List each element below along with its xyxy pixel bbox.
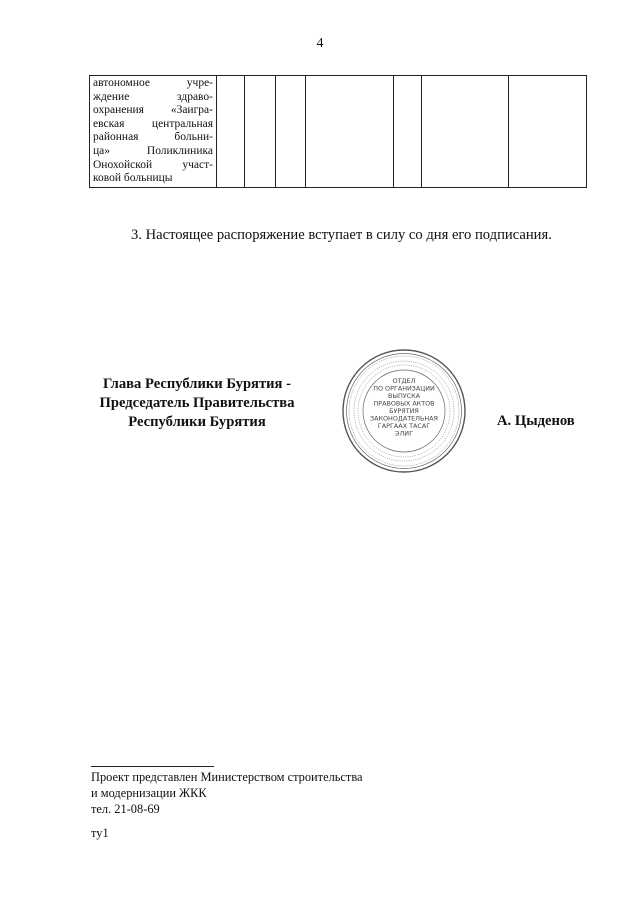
continuation-table [89, 75, 587, 188]
org-line: районная больни- [93, 131, 213, 144]
official-seal [340, 347, 468, 475]
empty-cell [245, 76, 276, 188]
seal-line: ПРАВОВЫХ АКТОВ [373, 399, 435, 408]
empty-cell [422, 76, 509, 188]
page-number: 4 [316, 36, 324, 51]
org-line: ждение здраво- [93, 90, 213, 103]
paragraph-3: 3. Настоящее распоряжение вступает в силу со дня его подписания. [131, 227, 552, 243]
org-line: евская центральная [93, 117, 213, 130]
signer-title-line: Председатель Правительства [99, 395, 295, 411]
signer-name: А. Цыденов [497, 413, 575, 429]
seal-line: ГАРГААХ ТАСАГ [377, 422, 431, 430]
org-line: охранения «Заигра- [93, 104, 213, 117]
footnote [91, 769, 363, 817]
org-line: ковой больницы [93, 172, 173, 185]
seal-line: ВЫПУСКА [387, 392, 421, 400]
empty-cell [276, 76, 306, 188]
seal-line: БУРЯТИЯ [389, 407, 419, 415]
seal-line: ПО ОРГАНИЗАЦИИ [373, 384, 435, 393]
signer-title [82, 375, 312, 432]
footnote-line: тел. 21-08-69 [91, 802, 160, 816]
seal-line: ОТДЕЛ [392, 377, 416, 385]
footnote-divider [91, 766, 214, 767]
signer-title-line: Глава Республики Бурятия - [103, 376, 291, 392]
table-row [90, 76, 587, 188]
empty-cell [509, 76, 587, 188]
seal-line: ЭЛИГ [395, 429, 413, 438]
org-line: Онохойской участ- [93, 158, 213, 171]
document-mark: ту1 [91, 826, 109, 840]
org-line: автономное учре- [93, 77, 213, 89]
org-line: ца» Поликлиника [93, 144, 213, 157]
footnote-line: Проект представлен Министерством строительства [91, 770, 363, 784]
empty-cell [394, 76, 422, 188]
empty-cell [306, 76, 394, 188]
footnote-line: и модернизации ЖКК [91, 786, 207, 800]
organization-cell [90, 76, 217, 188]
empty-cell [217, 76, 245, 188]
signer-title-line: Республики Бурятия [128, 414, 266, 430]
seal-line: ЗАКОНОДАТЕЛЬНАЯ [370, 414, 438, 423]
